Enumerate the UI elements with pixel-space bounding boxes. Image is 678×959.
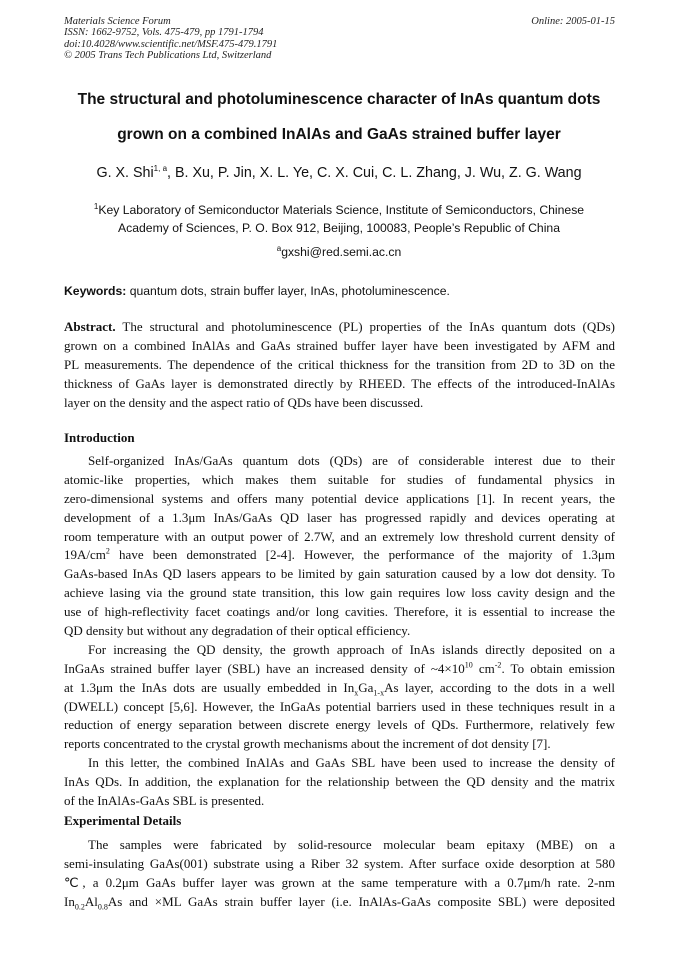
publication-info [64, 16, 277, 61]
other-authors: , B. Xu, P. Jin, X. L. Ye, C. X. Cui, C. L. Zhang, J. Wu, Z. G. Wang [167, 165, 582, 181]
section-heading-experimental: Experimental Details [64, 813, 182, 828]
abstract: Abstract. The structural and photoluminescence (PL) properties of the InAs quantum dots (QDs) grown on a combined InAlAs and GaAs strained buffer layer have been investigated by AFM and PL measurements. The dependence of the critical thickness for the transition from 2D to 3D on the thickness of GaAs layer is demonstrated directly by RHEED. The effects of the introduced-InAlAs layer on the density and the aspect ratio of QDs have been discussed. [64, 319, 615, 410]
email-address: gxshi@red.semi.ac.cn [281, 245, 402, 259]
journal-name: Materials Science Forum [64, 16, 171, 27]
keywords [64, 284, 615, 298]
email-mark: a [276, 243, 282, 253]
paper-title-line-2: grown on a combined InAlAs and GaAs strained buffer layer [117, 126, 561, 143]
introduction-body: Self-organized InAs/GaAs quantum dots (QDs) are of considerable interest due to their atomic-like properties, which makes them suitable for studies of fundamental physics in zero-dimensional systems and offers many potential device applications [1]. In recent years, the development of a 1.3μm InAs/GaAs QD laser has progressed rapidly and devices operating at room temperature with an output power of 2.7W, and an extremely low threshold current density of $19A/cm^2$ have been demonstrated [2-4]. However, the performance of the majority of 1.3μm GaAs-based InAs QD lasers appears to be limited by gain saturation caused by a low dot density. To achieve lasing via the ground state transition, this low gain requires low loss cavity design and the use of high-reflectivity facet coatings and/or long cavities. Therefore, it is essential to increase the QD density but without any degradation of their optical efficiency. For increasing the QD density, the growth approach of InAs islands directly deposited on a InGaAs strained buffer layer (SBL) have an increased density of $\sim 4\times 10^{10}$ $cm^{-2}$. To obtain emission at 1.3μm the InAs dots are usually embedded in $In_xGa_{1-x}As$ layer, according to the dots in a well (DWELL) concept [5,6]. However, the InGaAs potential barriers used in these techniques result in a reduction of energy separation between discrete energy levels of QDs. Furthermore, relatively few reports concentrated to the crystal growth mechanisms about the increment of dot density [7]. In this letter, the combined InAlAs and GaAs SBL have been used to increase the density of InAs QDs. In addition, the explanation for the relationship between the QD density and the matrix of the InAlAs-GaAs SBL is presented. [64, 453, 615, 809]
affiliation-mark: 1 [93, 201, 99, 211]
copyright: © 2005 Trans Tech Publications Ltd, Switzerland [64, 49, 272, 61]
affiliation-line-2: Academy of Sciences, P. O. Box 912, Beijing, 100083, People’s Republic of China [118, 221, 560, 235]
affiliation-line-1: $^1$Key Laboratory of Semiconductor Materials Science, Institute of Semiconductors, Chinese [93, 201, 585, 217]
abstract-label: Abstract. [64, 319, 116, 334]
author-email [40, 245, 638, 259]
doi: doi:10.4028/www.scientific.net/MSF.475-479.1791 [64, 38, 278, 50]
paper-title-line-1: The structural and photoluminescence character of InAs quantum dots [77, 91, 601, 108]
author-list [40, 165, 638, 181]
running-header [64, 16, 615, 61]
online-date: Online: 2005-01-15 [531, 16, 615, 27]
first-author: G. X. Shi [96, 165, 154, 181]
first-author-affiliation-mark: 1, a [153, 164, 168, 174]
keywords-text: quantum dots, strain buffer layer, InAs, photoluminescence. [129, 284, 450, 298]
section-heading-introduction: Introduction [64, 430, 135, 445]
issn: ISSN: 1662-9752, Vols. 475-479, pp 1791-1794 [64, 27, 264, 39]
experimental-body: The samples were fabricated by solid-resource molecular beam epitaxy (MBE) on a semi-insulating GaAs(001) substrate using a Riber 32 system. After surface oxide desorption at 580 ℃, a 0.2μm GaAs buffer layer was grown at the same temperature with a 0.7μm/h rate. 2-nm $In_{0.2}Al_{0.8}As$ and ×ML GaAs strain buffer layer (i.e. InAlAs-GaAs composite SBL) were deposited [64, 837, 615, 912]
keywords-label: Keywords: [64, 284, 127, 298]
